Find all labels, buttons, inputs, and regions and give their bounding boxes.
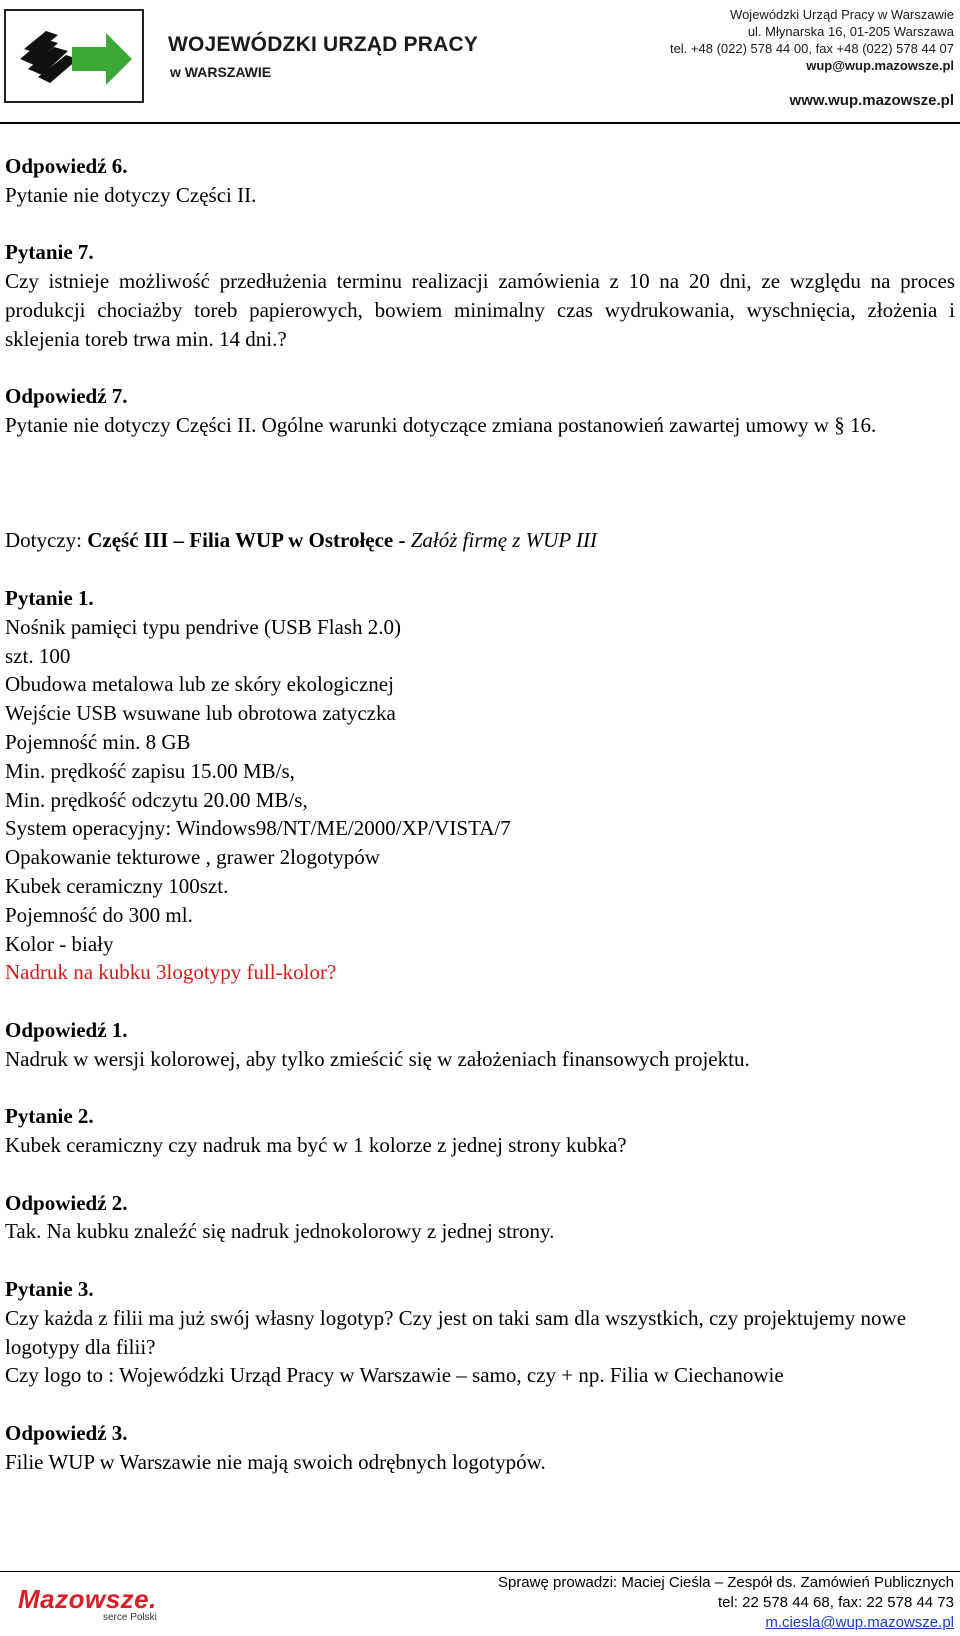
q1-line: Min. prędkość zapisu 15.00 MB/s, — [5, 758, 295, 783]
header-divider — [0, 122, 960, 124]
footer-handler: Sprawę prowadzi: Maciej Cieśla – Zespół ds. Zamówień Publicznych — [497, 1574, 954, 1591]
answer-6-label: Odpowiedź 6. — [5, 154, 128, 178]
question-7-text: Czy istnieje możliwość przedłużenia terminu realizacji zamówienia z 10 na 20 dni, ze względu na proces produkcji chociażby toreb papierowych, bowiem minimalny czas wydrukowania, wyschnięcia, złożenia i sklejenia toreb trwa min. 14 dni.? — [5, 269, 955, 351]
wup-logo-icon — [14, 19, 138, 95]
website-link[interactable]: www.wup.mazowsze.pl — [789, 92, 954, 109]
answer-1-text: Nadruk w wersji kolorowej, aby tylko zmieścić się w założeniach finansowych projektu. — [5, 1046, 750, 1071]
contact-phone: tel. +48 (022) 578 44 00, fax +48 (022) 578 44 07 — [669, 41, 954, 56]
org-city: w WARSZAWIE — [170, 64, 272, 80]
footer-phone: tel: 22 578 44 68, fax: 22 578 44 73 — [717, 1594, 954, 1611]
contact-email[interactable]: wup@wup.mazowsze.pl — [806, 58, 954, 73]
section-prefix: Dotyczy: — [5, 528, 88, 553]
q1-line: System operacyjny: Windows98/NT/ME/2000/XP/VISTA/7 — [5, 816, 511, 841]
answer-3-label: Odpowiedź 3. — [5, 1421, 128, 1446]
document-body — [5, 152, 955, 1477]
header-contact — [670, 6, 954, 74]
section-heading — [5, 526, 955, 555]
section-title: Załóż firmę z WUP III — [410, 528, 598, 553]
wup-logo — [4, 9, 144, 103]
q1-line: Kolor - biały — [5, 931, 114, 956]
q1-line: szt. 100 — [5, 643, 71, 668]
q1-line: Nośnik pamięci typu pendrive (USB Flash 2.0) — [5, 614, 402, 639]
mazowsze-tagline: serce Polski — [102, 1612, 157, 1623]
q1-line: Opakowanie tekturowe , grawer 2logotypów — [5, 845, 380, 870]
org-name: WOJEWÓDZKI URZĄD PRACY — [168, 33, 479, 56]
contact-title: Wojewódzki Urząd Pracy w Warszawie — [730, 7, 954, 22]
question-2-label: Pytanie 2. — [5, 1104, 94, 1129]
q1-line: Obudowa metalowa lub ze skóry ekologicznej — [5, 672, 394, 697]
footer-contact — [498, 1573, 954, 1633]
question-3-text: Czy każda z filii ma już swój własny logotyp? Czy jest on taki sam dla wszystkich, czy projektujemy nowe logotypy dla filii? — [5, 1305, 907, 1359]
q1-line: Min. prędkość odczytu 20.00 MB/s, — [5, 787, 308, 812]
mazowsze-brand: Mazowsze. — [18, 1584, 157, 1614]
mazowsze-logo — [18, 1585, 157, 1623]
footer-email-link[interactable]: m.ciesla@wup.mazowsze.pl — [765, 1614, 954, 1631]
answer-2-text: Tak. Na kubku znaleźć się nadruk jednokolorowy z jednej strony. — [5, 1219, 555, 1244]
footer-divider — [0, 1571, 960, 1572]
question-1-label: Pytanie 1. — [5, 585, 94, 610]
answer-3-text: Filie WUP w Warszawie nie mają swoich odrębnych logotypów. — [5, 1449, 546, 1474]
q1-line: Pojemność do 300 ml. — [5, 902, 193, 927]
q1-highlight: Nadruk na kubku 3logotypy full-kolor? — [5, 960, 337, 985]
answer-6-text: Pytanie nie dotyczy Części II. — [5, 182, 257, 207]
q1-line: Pojemność min. 8 GB — [5, 729, 191, 754]
answer-7-label: Odpowiedź 7. — [5, 384, 128, 409]
answer-2-label: Odpowiedź 2. — [5, 1190, 128, 1215]
contact-address: ul. Młynarska 16, 01-205 Warszawa — [747, 24, 954, 39]
question-2-text: Kubek ceramiczny czy nadruk ma być w 1 kolorze z jednej strony kubka? — [5, 1133, 627, 1158]
answer-1-label: Odpowiedź 1. — [5, 1017, 128, 1042]
letterhead — [0, 0, 960, 125]
question-7-label: Pytanie 7. — [5, 240, 94, 265]
q1-line: Wejście USB wsuwane lub obrotowa zatyczka — [5, 701, 396, 726]
answer-7-text: Pytanie nie dotyczy Części II. Ogólne warunki dotyczące zmiana postanowień zawartej umowy w § 16. — [5, 413, 877, 438]
question-3-text-2: Czy logo to : Wojewódzki Urząd Pracy w Warszawie – samo, czy + np. Filia w Ciechanowie — [5, 1363, 784, 1388]
question-3-label: Pytanie 3. — [5, 1277, 94, 1302]
q1-line: Kubek ceramiczny 100szt. — [5, 873, 229, 898]
section-part: Część III – Filia WUP w Ostrołęce - — [87, 528, 411, 553]
